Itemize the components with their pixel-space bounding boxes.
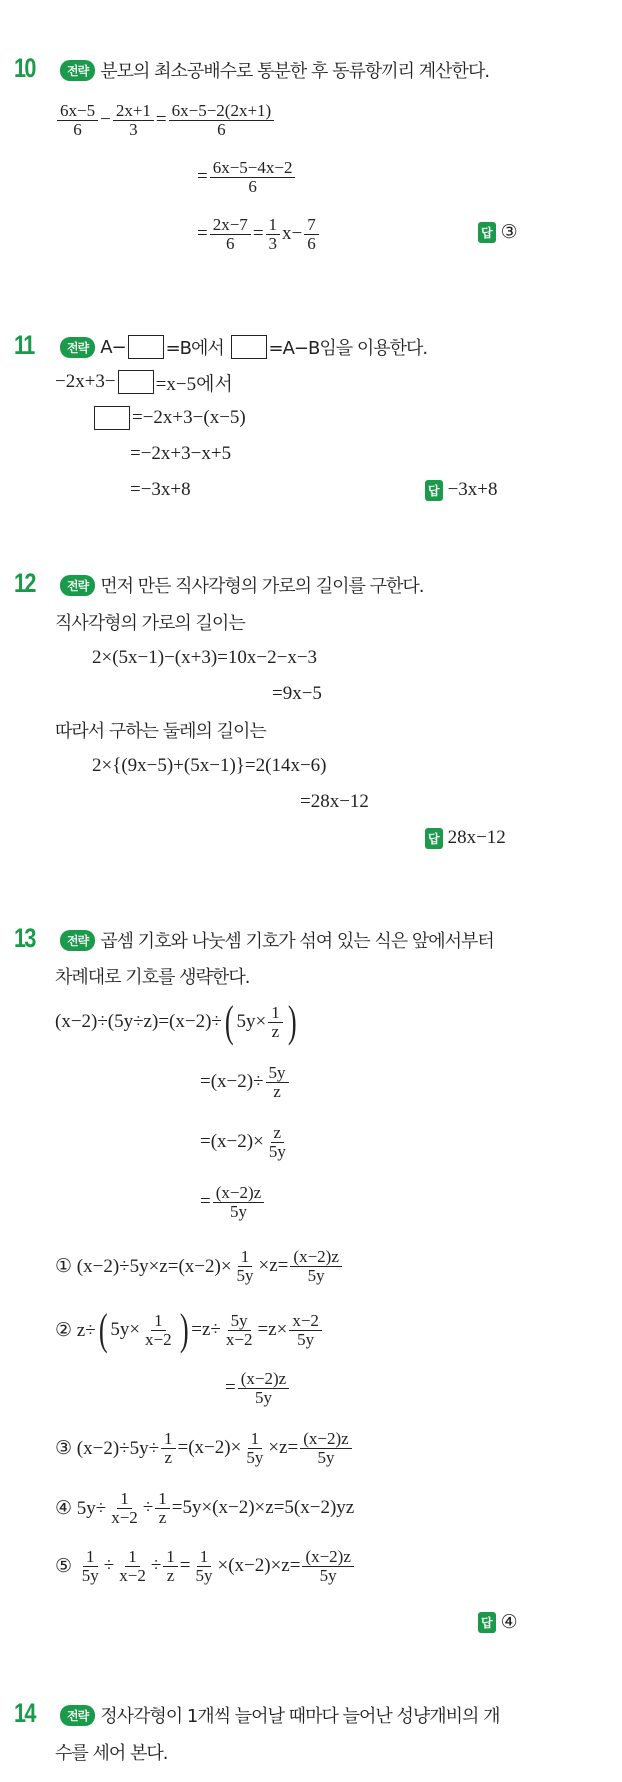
numerator: 1	[117, 1490, 132, 1509]
big-right-paren: )	[179, 1305, 189, 1354]
denominator: 6	[226, 233, 235, 253]
denominator: 5y	[246, 1447, 264, 1467]
fraction	[108, 1490, 141, 1527]
math-text: =	[155, 109, 167, 130]
solution-line	[55, 1418, 354, 1478]
numerator: (x−2)z	[290, 1248, 341, 1267]
fraction	[243, 1430, 266, 1467]
math-text: −	[100, 109, 111, 130]
denominator: 6	[217, 119, 226, 139]
solution-line	[225, 1358, 291, 1418]
problem-number: 13	[14, 923, 35, 953]
math-text: =−3x+8	[130, 479, 191, 500]
math-text: =	[179, 1555, 191, 1576]
math-text: 차례대로 기호를 생략한다.	[55, 967, 250, 988]
fraction	[142, 1312, 175, 1349]
math-text: =	[225, 1377, 236, 1398]
numerator: 1	[151, 1312, 166, 1331]
denominator: 6	[307, 233, 316, 253]
math-text: 직사각형의 가로의 길이는	[55, 613, 245, 634]
blank-box	[94, 406, 130, 430]
numerator: 7	[304, 216, 319, 235]
answer-value: ④	[500, 1611, 518, 1633]
fraction	[234, 1248, 257, 1285]
answer	[478, 1607, 518, 1637]
numerator: 6x−5	[57, 102, 98, 121]
denominator: 5y	[236, 1265, 254, 1285]
math-text: 2×{(9x−5)+(5x−1)}=2(14x−6)	[92, 755, 327, 776]
big-right-paren: )	[287, 997, 297, 1046]
fraction	[213, 1184, 264, 1221]
denominator: z	[164, 1447, 173, 1467]
math-text: =	[197, 166, 208, 187]
denominator: 5y	[229, 1201, 247, 1221]
fraction	[290, 1248, 341, 1285]
numerator: 1	[268, 1004, 283, 1023]
strategy-hint	[60, 57, 489, 83]
numerator: 6x−5−4x−2	[210, 159, 296, 178]
answer-badge: 답	[478, 222, 496, 243]
denominator: 5y	[254, 1387, 272, 1407]
math-text: (x−2)÷(5y÷z)=(x−2)÷	[55, 1011, 222, 1032]
solution-line	[200, 1112, 291, 1172]
fraction	[266, 1064, 289, 1101]
solution-line	[55, 90, 276, 150]
numerator: z	[271, 1124, 285, 1143]
solution-line	[55, 992, 299, 1052]
denominator: x−2	[225, 1329, 253, 1349]
fraction	[266, 216, 281, 253]
fraction	[266, 1124, 289, 1161]
fraction	[192, 1548, 215, 1585]
solution-line	[197, 204, 321, 264]
numerator: 1	[83, 1548, 98, 1567]
problem-number: 10	[14, 53, 35, 83]
math-text: 5y×	[110, 1319, 141, 1340]
hint-text: 먼저 만든 직사각형의 가로의 길이를 구한다.	[100, 576, 424, 597]
math-text: =z×	[257, 1319, 288, 1340]
numerator: 1	[161, 1430, 176, 1449]
numerator: (x−2)z	[302, 1548, 353, 1567]
math-text: 수를 세어 본다.	[55, 1743, 168, 1764]
math-text: =	[197, 223, 208, 244]
answer-value: 28x−12	[447, 827, 506, 848]
answer-value: −3x+8	[447, 479, 498, 500]
hint-text: 분모의 최소공배수로 통분한 후 동류항끼리 계산한다.	[100, 61, 490, 82]
math-text: =−2x+3−x+5	[130, 443, 232, 464]
solution-line	[55, 1236, 344, 1296]
fraction	[163, 1548, 178, 1585]
denominator: z	[273, 1081, 281, 1101]
answer-badge: 답	[478, 1612, 496, 1633]
solution-line	[197, 147, 297, 207]
denominator: x−2	[111, 1507, 138, 1527]
blank-box	[231, 335, 267, 359]
numerator: 2x+1	[113, 102, 154, 121]
numerator: (x−2)z	[300, 1430, 351, 1449]
solution-line	[55, 1536, 356, 1596]
solution-line	[300, 772, 369, 832]
strategy-badge: 전략	[60, 575, 95, 596]
math-text: =(x−2)÷	[200, 1071, 264, 1092]
solution-line	[272, 664, 322, 724]
denominator: 3	[129, 119, 138, 139]
numerator: 6x−5−2(2x+1)	[169, 102, 275, 121]
math-text: =	[200, 1191, 211, 1212]
denominator: 5y	[307, 1265, 325, 1285]
fraction	[223, 1312, 256, 1349]
fraction	[238, 1370, 289, 1407]
math-text: 따라서 구하는 둘레의 길이는	[55, 721, 266, 742]
denominator: 3	[268, 233, 278, 253]
fraction	[155, 1490, 170, 1527]
denominator: z	[158, 1507, 167, 1527]
denominator: 5y	[195, 1565, 213, 1585]
answer-badge: 답	[425, 480, 443, 501]
numerator: 1	[238, 1248, 253, 1267]
solution-line	[55, 1478, 354, 1538]
math-text: =5y×(x−2)×z=5(x−2)yz	[171, 1497, 355, 1518]
math-text: 5y×	[236, 1011, 267, 1032]
math-text: ÷	[103, 1555, 115, 1576]
math-text: =(x−2)×	[177, 1437, 242, 1458]
answer-badge: 답	[425, 828, 443, 849]
big-left-paren: (	[224, 997, 234, 1046]
denominator: x−2	[145, 1329, 172, 1349]
solution-line	[130, 460, 191, 520]
fraction	[57, 102, 98, 139]
answer	[478, 217, 518, 247]
solution-line	[55, 1722, 168, 1782]
fraction	[302, 1548, 353, 1585]
denominator: x−2	[119, 1565, 146, 1585]
denominator: 6	[248, 176, 257, 196]
hint-text: 정사각형이 1개씩 늘어날 때마다 늘어난 성냥개비의 개	[100, 1706, 500, 1727]
denominator: z	[271, 1021, 280, 1041]
denominator: 5y	[268, 1141, 286, 1161]
denominator: 5y	[297, 1329, 315, 1349]
math-text: x−	[282, 223, 303, 244]
fraction	[210, 159, 296, 196]
numerator: 1	[266, 216, 281, 235]
strategy-badge: 전략	[60, 337, 95, 358]
solution-line	[200, 1052, 291, 1112]
strategy-badge: 전략	[60, 60, 95, 81]
math-text: =z÷	[191, 1319, 221, 1340]
numerator: 5y	[266, 1064, 289, 1083]
fraction	[210, 216, 251, 253]
answer-value: ③	[500, 221, 518, 243]
solution-line	[55, 1300, 324, 1360]
numerator: 1	[155, 1490, 170, 1509]
problem-number: 11	[14, 330, 34, 360]
fraction	[304, 216, 319, 253]
math-text: =−2x+3−(x−5)	[132, 407, 246, 428]
strategy-badge: 전략	[60, 930, 95, 951]
fraction	[79, 1548, 102, 1585]
math-text: =(x−2)×	[200, 1131, 264, 1152]
math-text: ② z÷	[55, 1319, 96, 1341]
numerator: 1	[248, 1430, 263, 1449]
solution-line	[200, 1172, 266, 1232]
fraction	[268, 1004, 283, 1041]
answer	[425, 823, 506, 853]
fraction	[289, 1312, 322, 1349]
numerator: 1	[125, 1548, 140, 1567]
math-text: ⑤	[55, 1555, 77, 1577]
numerator: 5y	[228, 1312, 251, 1331]
numerator: x−2	[289, 1312, 322, 1331]
denominator: 5y	[319, 1565, 337, 1585]
hint-text: 곱셈 기호와 나눗셈 기호가 섞여 있는 식은 앞에서부터	[100, 931, 494, 952]
problem-number: 12	[14, 568, 35, 598]
strategy-badge: 전략	[60, 1705, 95, 1726]
math-text: A−	[100, 336, 126, 358]
math-text: =B에서	[165, 338, 229, 359]
math-text: ÷	[150, 1555, 162, 1576]
big-left-paren: (	[98, 1305, 108, 1354]
math-text: ×z=	[268, 1437, 299, 1458]
denominator: 6	[73, 119, 82, 139]
math-text: =	[252, 223, 264, 244]
math-text: −2x+3−	[55, 371, 116, 392]
numerator: 2x−7	[210, 216, 251, 235]
problem-number: 14	[14, 1698, 35, 1728]
answer	[425, 475, 498, 505]
fraction	[113, 102, 154, 139]
fraction	[116, 1548, 149, 1585]
numerator: 1	[197, 1548, 212, 1567]
denominator: 5y	[317, 1447, 335, 1467]
math-text: =9x−5	[272, 683, 322, 704]
numerator: (x−2)z	[213, 1184, 264, 1203]
numerator: (x−2)z	[238, 1370, 289, 1389]
solution-line	[92, 736, 327, 796]
denominator: z	[166, 1565, 175, 1585]
math-text: =A−B임을 이용한다.	[268, 338, 428, 359]
math-text: ×z=	[258, 1255, 289, 1276]
math-text: ③ (x−2)÷5y÷	[55, 1437, 160, 1459]
fraction	[161, 1430, 176, 1467]
math-text: 2×(5x−1)−(x+3)=10x−2−x−3	[92, 647, 318, 668]
math-text: =28x−12	[300, 791, 369, 812]
fraction	[300, 1430, 351, 1467]
math-text: =x−5에서	[155, 373, 233, 395]
math-text: ④ 5y÷	[55, 1497, 107, 1519]
denominator: 5y	[81, 1565, 99, 1585]
numerator: 1	[163, 1548, 178, 1567]
math-text: ÷	[142, 1497, 154, 1518]
fraction	[169, 102, 275, 139]
math-text: ① (x−2)÷5y×z=(x−2)×	[55, 1255, 232, 1277]
math-text: ×(x−2)×z=	[217, 1555, 301, 1576]
